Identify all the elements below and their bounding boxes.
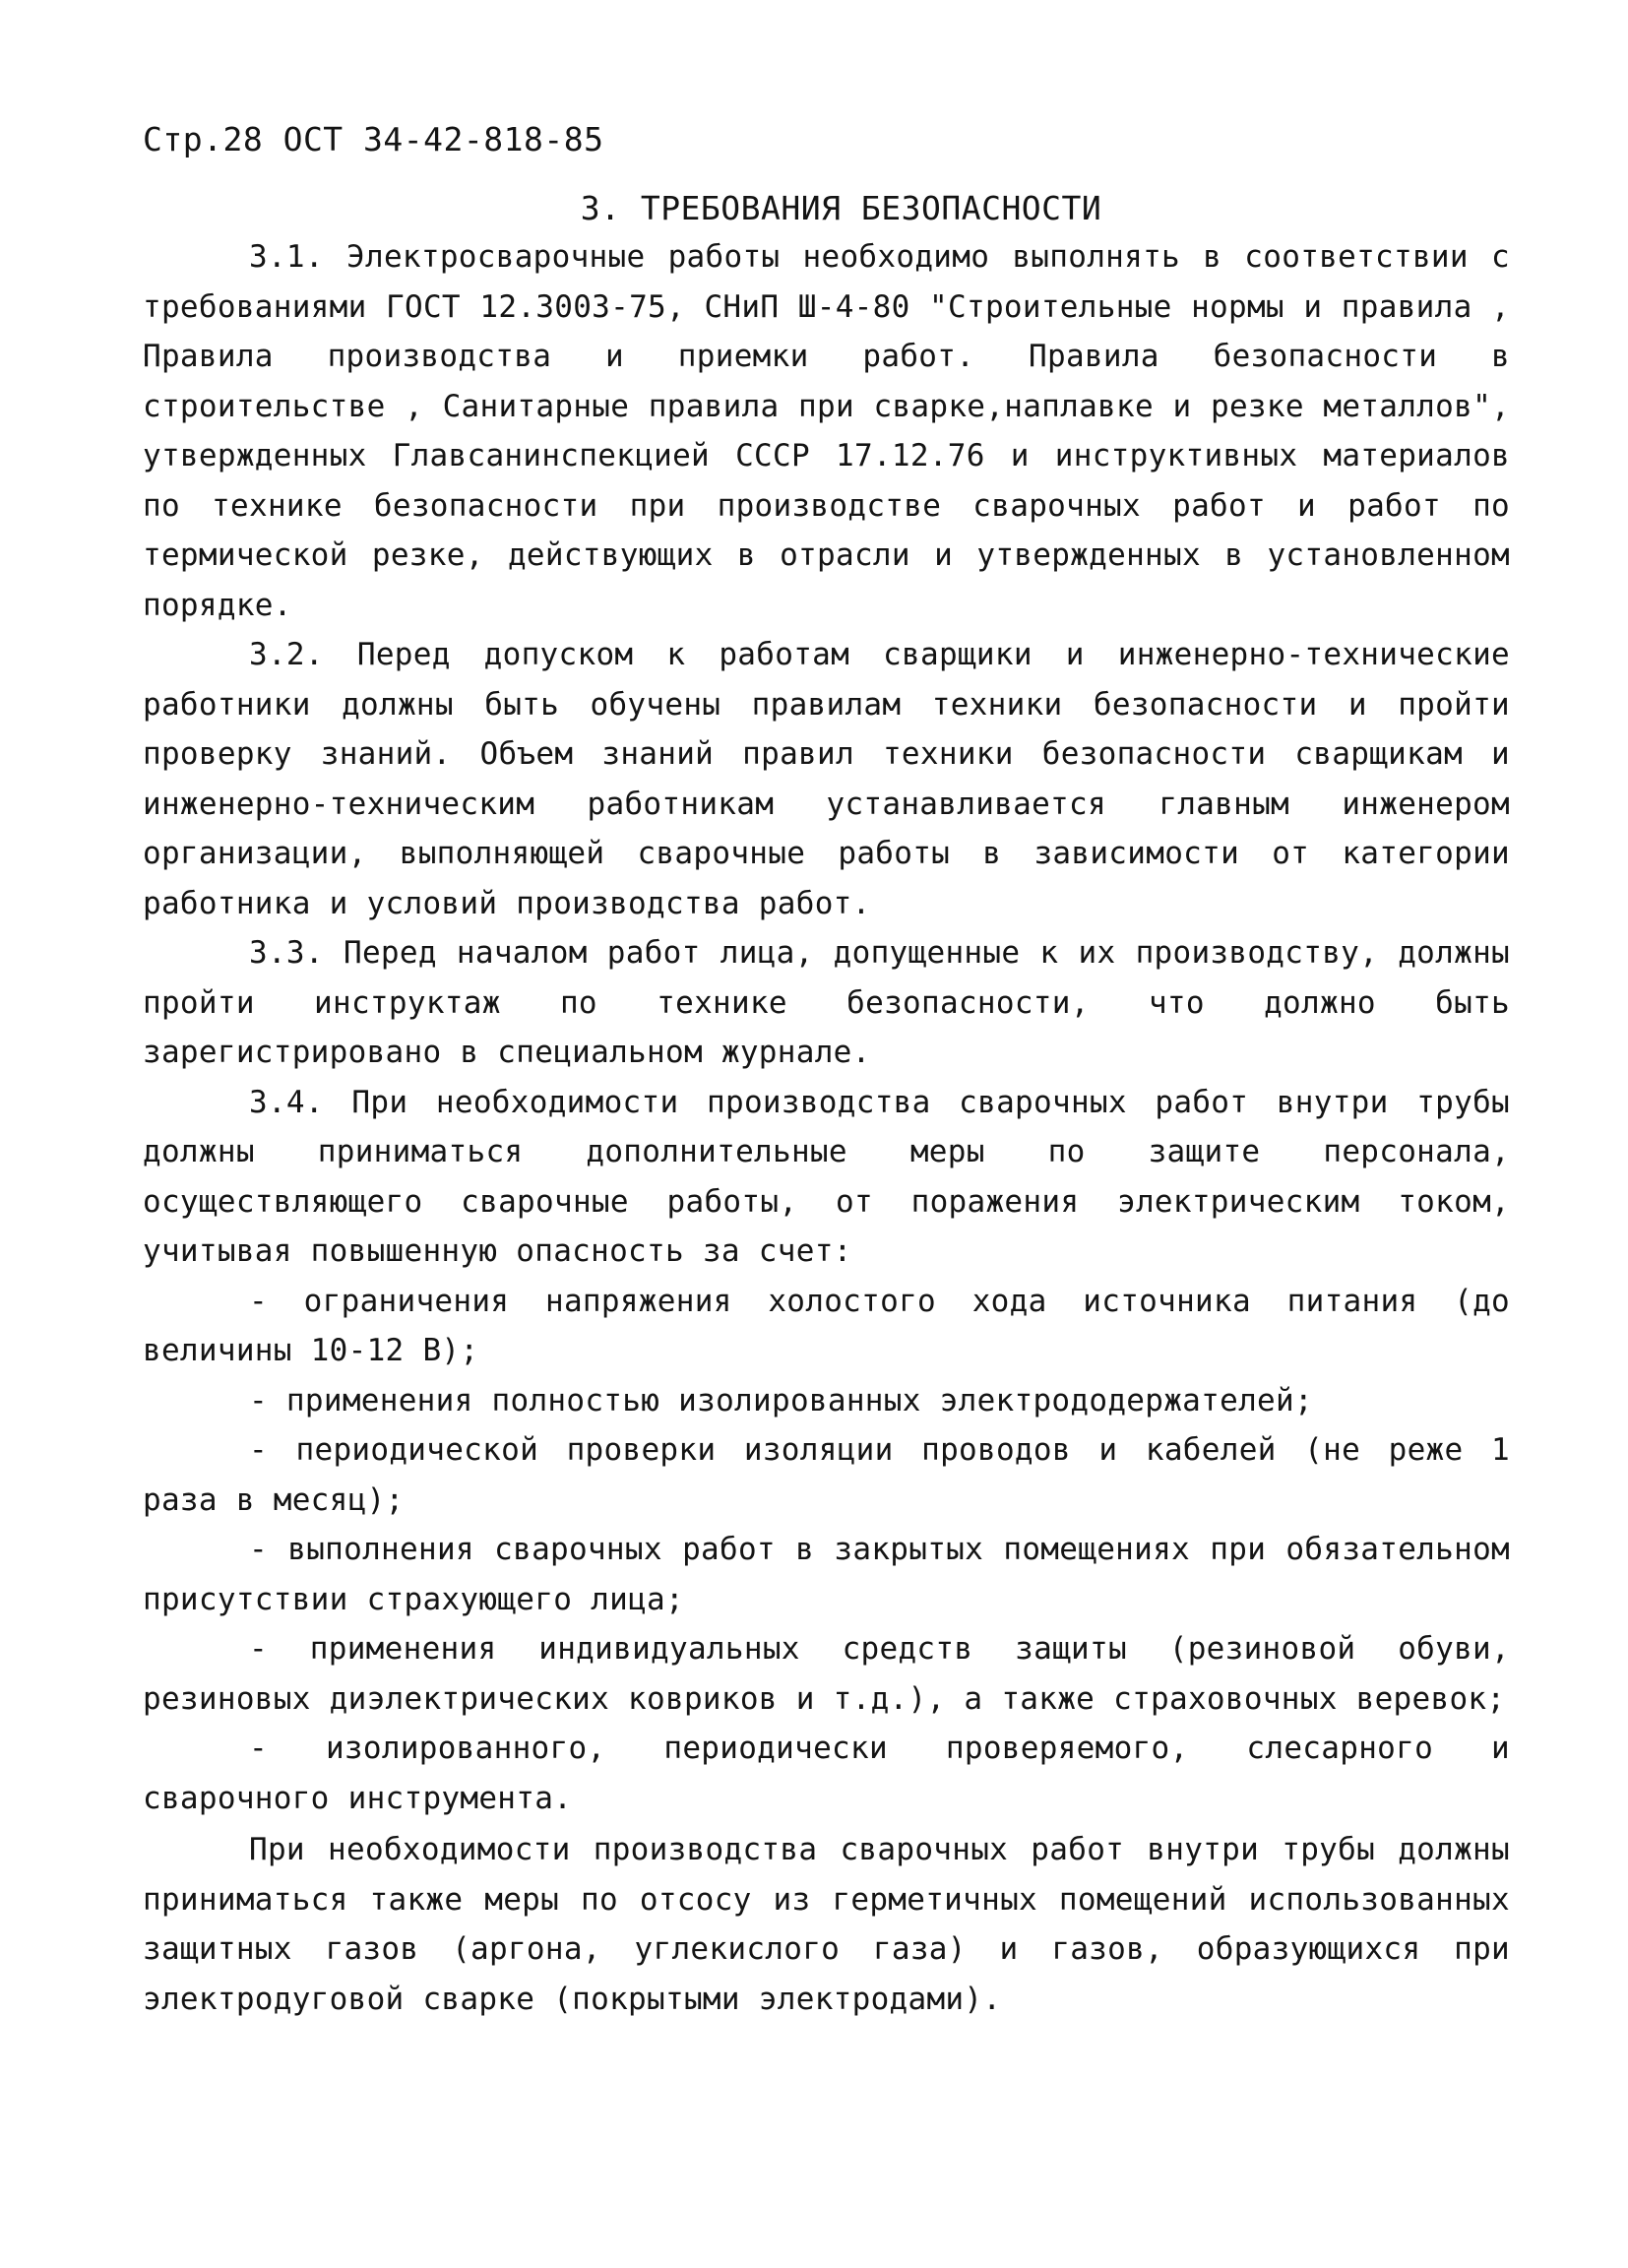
page-header: Стр.28 ОСТ 34-42-818-85: [143, 120, 604, 158]
paragraph-3-2: 3.2. Перед допуском к работам сварщики и инженерно-технические работники должны быть обучены правилам техники безопасности и пройти проверку знаний. Объем знаний правил техники безопасности сварщикам и инженерно-техническим работникам устанавливается главным инженером организации, выполняющей сварочные работы в зависимости от категории работника и условий производства работ.: [143, 637, 1510, 921]
paragraph-3-4: 3.4. При необходимости производства сварочных работ внутри трубы должны приниматься дополнительные меры по защите персонала, осуществляющего сварочные работы, от поражения электрическим током, учитывая повышенную опасность за счет:: [143, 1084, 1510, 1269]
list-item: - ограничения напряжения холостого хода источника питания (до величины 10-12 В);: [143, 1283, 1510, 1368]
safety-measures-list: [143, 1277, 1510, 1824]
list-item: - применения полностью изолированных электрододержателей;: [249, 1382, 1313, 1418]
list-item: - изолированного, периодически проверяемого, слесарного и сварочного инструмента.: [143, 1731, 1510, 1816]
list-item: - периодической проверки изоляции проводов и кабелей (не реже 1 раза в месяц);: [143, 1432, 1510, 1518]
list-item: - применения индивидуальных средств защиты (резиновой обуви, резиновых диэлектрических ковриков и т.д.), а также страховочных веревок;: [143, 1631, 1510, 1717]
paragraph-3-1: 3.1. Электросварочные работы необходимо выполнять в соответствии с требованиями ГОСТ 12.3003-75, СНиП Ш-4-80 "Строительные нормы и правила , Правила производства и приемки работ. Правила безопасности в строительстве , Санитарные правила при сварке,наплавке и резке металлов", утвержденных Главсанинспекцией СССР 17.12.76 и инструктивных материалов по технике безопасности при производстве сварочных работ и работ по термической резке, действующих в отрасли и утвержденных в установленном порядке.: [143, 239, 1510, 623]
paragraph-3-3: 3.3. Перед началом работ лица, допущенные к их производству, должны пройти инструктаж по технике безопасности, что должно быть зарегистрировано в специальном журнале.: [143, 935, 1510, 1070]
closing-paragraph: При необходимости производства сварочных работ внутри трубы должны приниматься также меры по отсосу из герметичных помещений использованных защитных газов (аргона, углекислого газа) и газов, образующихся при электродуговой сварке (покрытыми электродами).: [143, 1832, 1510, 2017]
list-item: - выполнения сварочных работ в закрытых помещениях при обязательном присутствии страхующего лица;: [143, 1532, 1510, 1617]
section-title: 3. ТРЕБОВАНИЯ БЕЗОПАСНОСТИ: [580, 189, 1102, 227]
